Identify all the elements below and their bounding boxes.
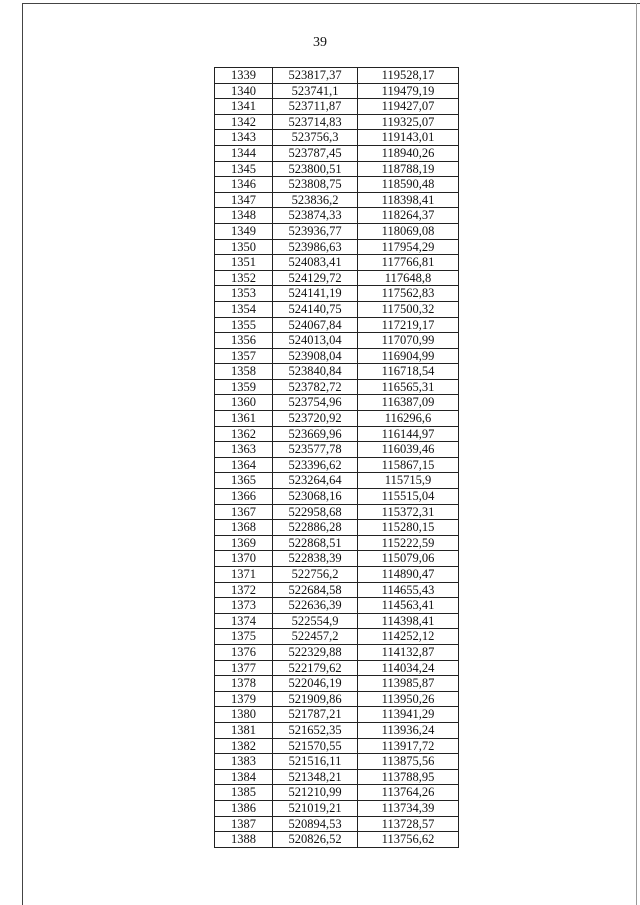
y-coordinate-cell: 119143,01 [358,130,459,146]
table-row [215,301,459,317]
x-coordinate-cell: 524013,04 [273,333,358,349]
table-row [215,504,459,520]
table-row [215,239,459,255]
table-row [215,270,459,286]
page-number: 39 [313,35,327,50]
table-row [215,364,459,380]
table-row [215,286,459,302]
y-coordinate-cell: 119528,17 [358,68,459,84]
x-coordinate-cell: 524129,72 [273,270,358,286]
x-coordinate-cell: 523741,1 [273,83,358,99]
y-coordinate-cell: 115222,59 [358,535,459,551]
table-row [215,457,459,473]
point-number-cell: 1374 [215,613,273,629]
y-coordinate-cell: 118069,08 [358,223,459,239]
x-coordinate-cell: 523756,3 [273,130,358,146]
x-coordinate-cell: 523787,45 [273,145,358,161]
y-coordinate-cell: 116904,99 [358,348,459,364]
point-number-cell: 1388 [215,832,273,848]
x-coordinate-cell: 522838,39 [273,551,358,567]
table-row [215,691,459,707]
table-row [215,520,459,536]
point-number-cell: 1371 [215,567,273,583]
x-coordinate-cell: 521210,99 [273,785,358,801]
y-coordinate-cell: 113985,87 [358,676,459,692]
x-coordinate-cell: 523711,87 [273,99,358,115]
point-number-cell: 1340 [215,83,273,99]
table-row [215,832,459,848]
x-coordinate-cell: 522329,88 [273,644,358,660]
table-row [215,177,459,193]
point-number-cell: 1353 [215,286,273,302]
table-row [215,255,459,271]
x-coordinate-cell: 523840,84 [273,364,358,380]
x-coordinate-cell: 521787,21 [273,707,358,723]
y-coordinate-cell: 113756,62 [358,832,459,848]
point-number-cell: 1347 [215,192,273,208]
point-number-cell: 1360 [215,395,273,411]
table-row [215,426,459,442]
x-coordinate-cell: 523808,75 [273,177,358,193]
point-number-cell: 1373 [215,598,273,614]
y-coordinate-cell: 117954,29 [358,239,459,255]
x-coordinate-cell: 522554,9 [273,613,358,629]
x-coordinate-cell: 523817,37 [273,68,358,84]
table-row [215,348,459,364]
point-number-cell: 1361 [215,411,273,427]
point-number-cell: 1375 [215,629,273,645]
table-row [215,769,459,785]
point-number-cell: 1370 [215,551,273,567]
table-row [215,379,459,395]
point-number-cell: 1369 [215,535,273,551]
x-coordinate-cell: 523874,33 [273,208,358,224]
table-row [215,161,459,177]
y-coordinate-cell: 115715,9 [358,473,459,489]
table-row [215,130,459,146]
table-row [215,707,459,723]
point-number-cell: 1349 [215,223,273,239]
x-coordinate-cell: 521019,21 [273,800,358,816]
x-coordinate-cell: 522046,19 [273,676,358,692]
point-number-cell: 1379 [215,691,273,707]
x-coordinate-cell: 523068,16 [273,489,358,505]
y-coordinate-cell: 114890,47 [358,567,459,583]
point-number-cell: 1359 [215,379,273,395]
y-coordinate-cell: 114563,41 [358,598,459,614]
y-coordinate-cell: 115079,06 [358,551,459,567]
x-coordinate-cell: 522958,68 [273,504,358,520]
y-coordinate-cell: 118590,48 [358,177,459,193]
y-coordinate-cell: 113728,57 [358,816,459,832]
table-row [215,644,459,660]
x-coordinate-cell: 522684,58 [273,582,358,598]
point-number-cell: 1382 [215,738,273,754]
x-coordinate-cell: 522886,28 [273,520,358,536]
table-row [215,754,459,770]
y-coordinate-cell: 115280,15 [358,520,459,536]
x-coordinate-cell: 523782,72 [273,379,358,395]
table-row [215,442,459,458]
x-coordinate-cell: 523754,96 [273,395,358,411]
table-row [215,333,459,349]
y-coordinate-cell: 115372,31 [358,504,459,520]
x-coordinate-cell: 523836,2 [273,192,358,208]
point-number-cell: 1368 [215,520,273,536]
y-coordinate-cell: 117766,81 [358,255,459,271]
point-number-cell: 1346 [215,177,273,193]
y-coordinate-cell: 113917,72 [358,738,459,754]
table-row [215,535,459,551]
table-row [215,145,459,161]
table-row [215,598,459,614]
table-row [215,660,459,676]
point-number-cell: 1381 [215,722,273,738]
point-number-cell: 1341 [215,99,273,115]
x-coordinate-cell: 524083,41 [273,255,358,271]
point-number-cell: 1355 [215,317,273,333]
y-coordinate-cell: 113950,26 [358,691,459,707]
point-number-cell: 1380 [215,707,273,723]
table-row [215,395,459,411]
table-row [215,582,459,598]
point-number-cell: 1383 [215,754,273,770]
x-coordinate-cell: 521516,11 [273,754,358,770]
y-coordinate-cell: 113941,29 [358,707,459,723]
y-coordinate-cell: 116296,6 [358,411,459,427]
y-coordinate-cell: 117648,8 [358,270,459,286]
table-row [215,99,459,115]
table-row [215,473,459,489]
table-row [215,785,459,801]
y-coordinate-cell: 119479,19 [358,83,459,99]
y-coordinate-cell: 113936,24 [358,722,459,738]
y-coordinate-cell: 116565,31 [358,379,459,395]
table-row [215,567,459,583]
x-coordinate-cell: 521652,35 [273,722,358,738]
point-number-cell: 1362 [215,426,273,442]
point-number-cell: 1367 [215,504,273,520]
y-coordinate-cell: 115515,04 [358,489,459,505]
y-coordinate-cell: 117500,32 [358,301,459,317]
point-number-cell: 1386 [215,800,273,816]
point-number-cell: 1357 [215,348,273,364]
x-coordinate-cell: 521348,21 [273,769,358,785]
y-coordinate-cell: 114655,43 [358,582,459,598]
y-coordinate-cell: 118398,41 [358,192,459,208]
y-coordinate-cell: 114252,12 [358,629,459,645]
y-coordinate-cell: 115867,15 [358,457,459,473]
point-number-cell: 1354 [215,301,273,317]
table-row [215,738,459,754]
y-coordinate-cell: 116144,97 [358,426,459,442]
point-number-cell: 1365 [215,473,273,489]
table-row [215,114,459,130]
y-coordinate-cell: 116039,46 [358,442,459,458]
point-number-cell: 1364 [215,457,273,473]
y-coordinate-cell: 113875,56 [358,754,459,770]
point-number-cell: 1372 [215,582,273,598]
table-row [215,208,459,224]
table-row [215,411,459,427]
x-coordinate-cell: 523714,83 [273,114,358,130]
point-number-cell: 1358 [215,364,273,380]
scan-border-top [22,3,640,4]
table-row [215,722,459,738]
x-coordinate-cell: 522636,39 [273,598,358,614]
x-coordinate-cell: 521570,55 [273,738,358,754]
y-coordinate-cell: 114132,87 [358,644,459,660]
table-row [215,317,459,333]
point-number-cell: 1339 [215,68,273,84]
point-number-cell: 1351 [215,255,273,271]
point-number-cell: 1366 [215,489,273,505]
x-coordinate-cell: 522457,2 [273,629,358,645]
x-coordinate-cell: 523669,96 [273,426,358,442]
y-coordinate-cell: 118264,37 [358,208,459,224]
x-coordinate-cell: 522756,2 [273,567,358,583]
point-number-cell: 1343 [215,130,273,146]
point-number-cell: 1387 [215,816,273,832]
x-coordinate-cell: 521909,86 [273,691,358,707]
y-coordinate-cell: 116387,09 [358,395,459,411]
x-coordinate-cell: 524067,84 [273,317,358,333]
x-coordinate-cell: 523936,77 [273,223,358,239]
y-coordinate-cell: 116718,54 [358,364,459,380]
x-coordinate-cell: 523720,92 [273,411,358,427]
x-coordinate-cell: 523986,63 [273,239,358,255]
point-number-cell: 1356 [215,333,273,349]
point-number-cell: 1345 [215,161,273,177]
y-coordinate-cell: 118788,19 [358,161,459,177]
table-row [215,192,459,208]
x-coordinate-cell: 523577,78 [273,442,358,458]
x-coordinate-cell: 523396,62 [273,457,358,473]
table-row [215,83,459,99]
scan-border-left [22,3,23,905]
coordinates-table [214,67,459,848]
y-coordinate-cell: 117070,99 [358,333,459,349]
y-coordinate-cell: 117219,17 [358,317,459,333]
table-row [215,613,459,629]
y-coordinate-cell: 118940,26 [358,145,459,161]
x-coordinate-cell: 522179,62 [273,660,358,676]
table-row [215,223,459,239]
point-number-cell: 1350 [215,239,273,255]
point-number-cell: 1363 [215,442,273,458]
x-coordinate-cell: 520826,52 [273,832,358,848]
point-number-cell: 1376 [215,644,273,660]
y-coordinate-cell: 114398,41 [358,613,459,629]
x-coordinate-cell: 524141,19 [273,286,358,302]
x-coordinate-cell: 524140,75 [273,301,358,317]
coordinates-table-body [215,68,459,848]
x-coordinate-cell: 522868,51 [273,535,358,551]
table-row [215,629,459,645]
y-coordinate-cell: 117562,83 [358,286,459,302]
point-number-cell: 1385 [215,785,273,801]
table-row [215,816,459,832]
scan-border-right [636,3,637,905]
x-coordinate-cell: 520894,53 [273,816,358,832]
y-coordinate-cell: 119427,07 [358,99,459,115]
table-row [215,551,459,567]
x-coordinate-cell: 523800,51 [273,161,358,177]
point-number-cell: 1352 [215,270,273,286]
point-number-cell: 1344 [215,145,273,161]
table-row [215,489,459,505]
point-number-cell: 1348 [215,208,273,224]
y-coordinate-cell: 113734,39 [358,800,459,816]
table-row [215,68,459,84]
y-coordinate-cell: 119325,07 [358,114,459,130]
point-number-cell: 1384 [215,769,273,785]
point-number-cell: 1342 [215,114,273,130]
table-row [215,676,459,692]
point-number-cell: 1377 [215,660,273,676]
x-coordinate-cell: 523264,64 [273,473,358,489]
point-number-cell: 1378 [215,676,273,692]
y-coordinate-cell: 114034,24 [358,660,459,676]
x-coordinate-cell: 523908,04 [273,348,358,364]
y-coordinate-cell: 113764,26 [358,785,459,801]
table-row [215,800,459,816]
y-coordinate-cell: 113788,95 [358,769,459,785]
